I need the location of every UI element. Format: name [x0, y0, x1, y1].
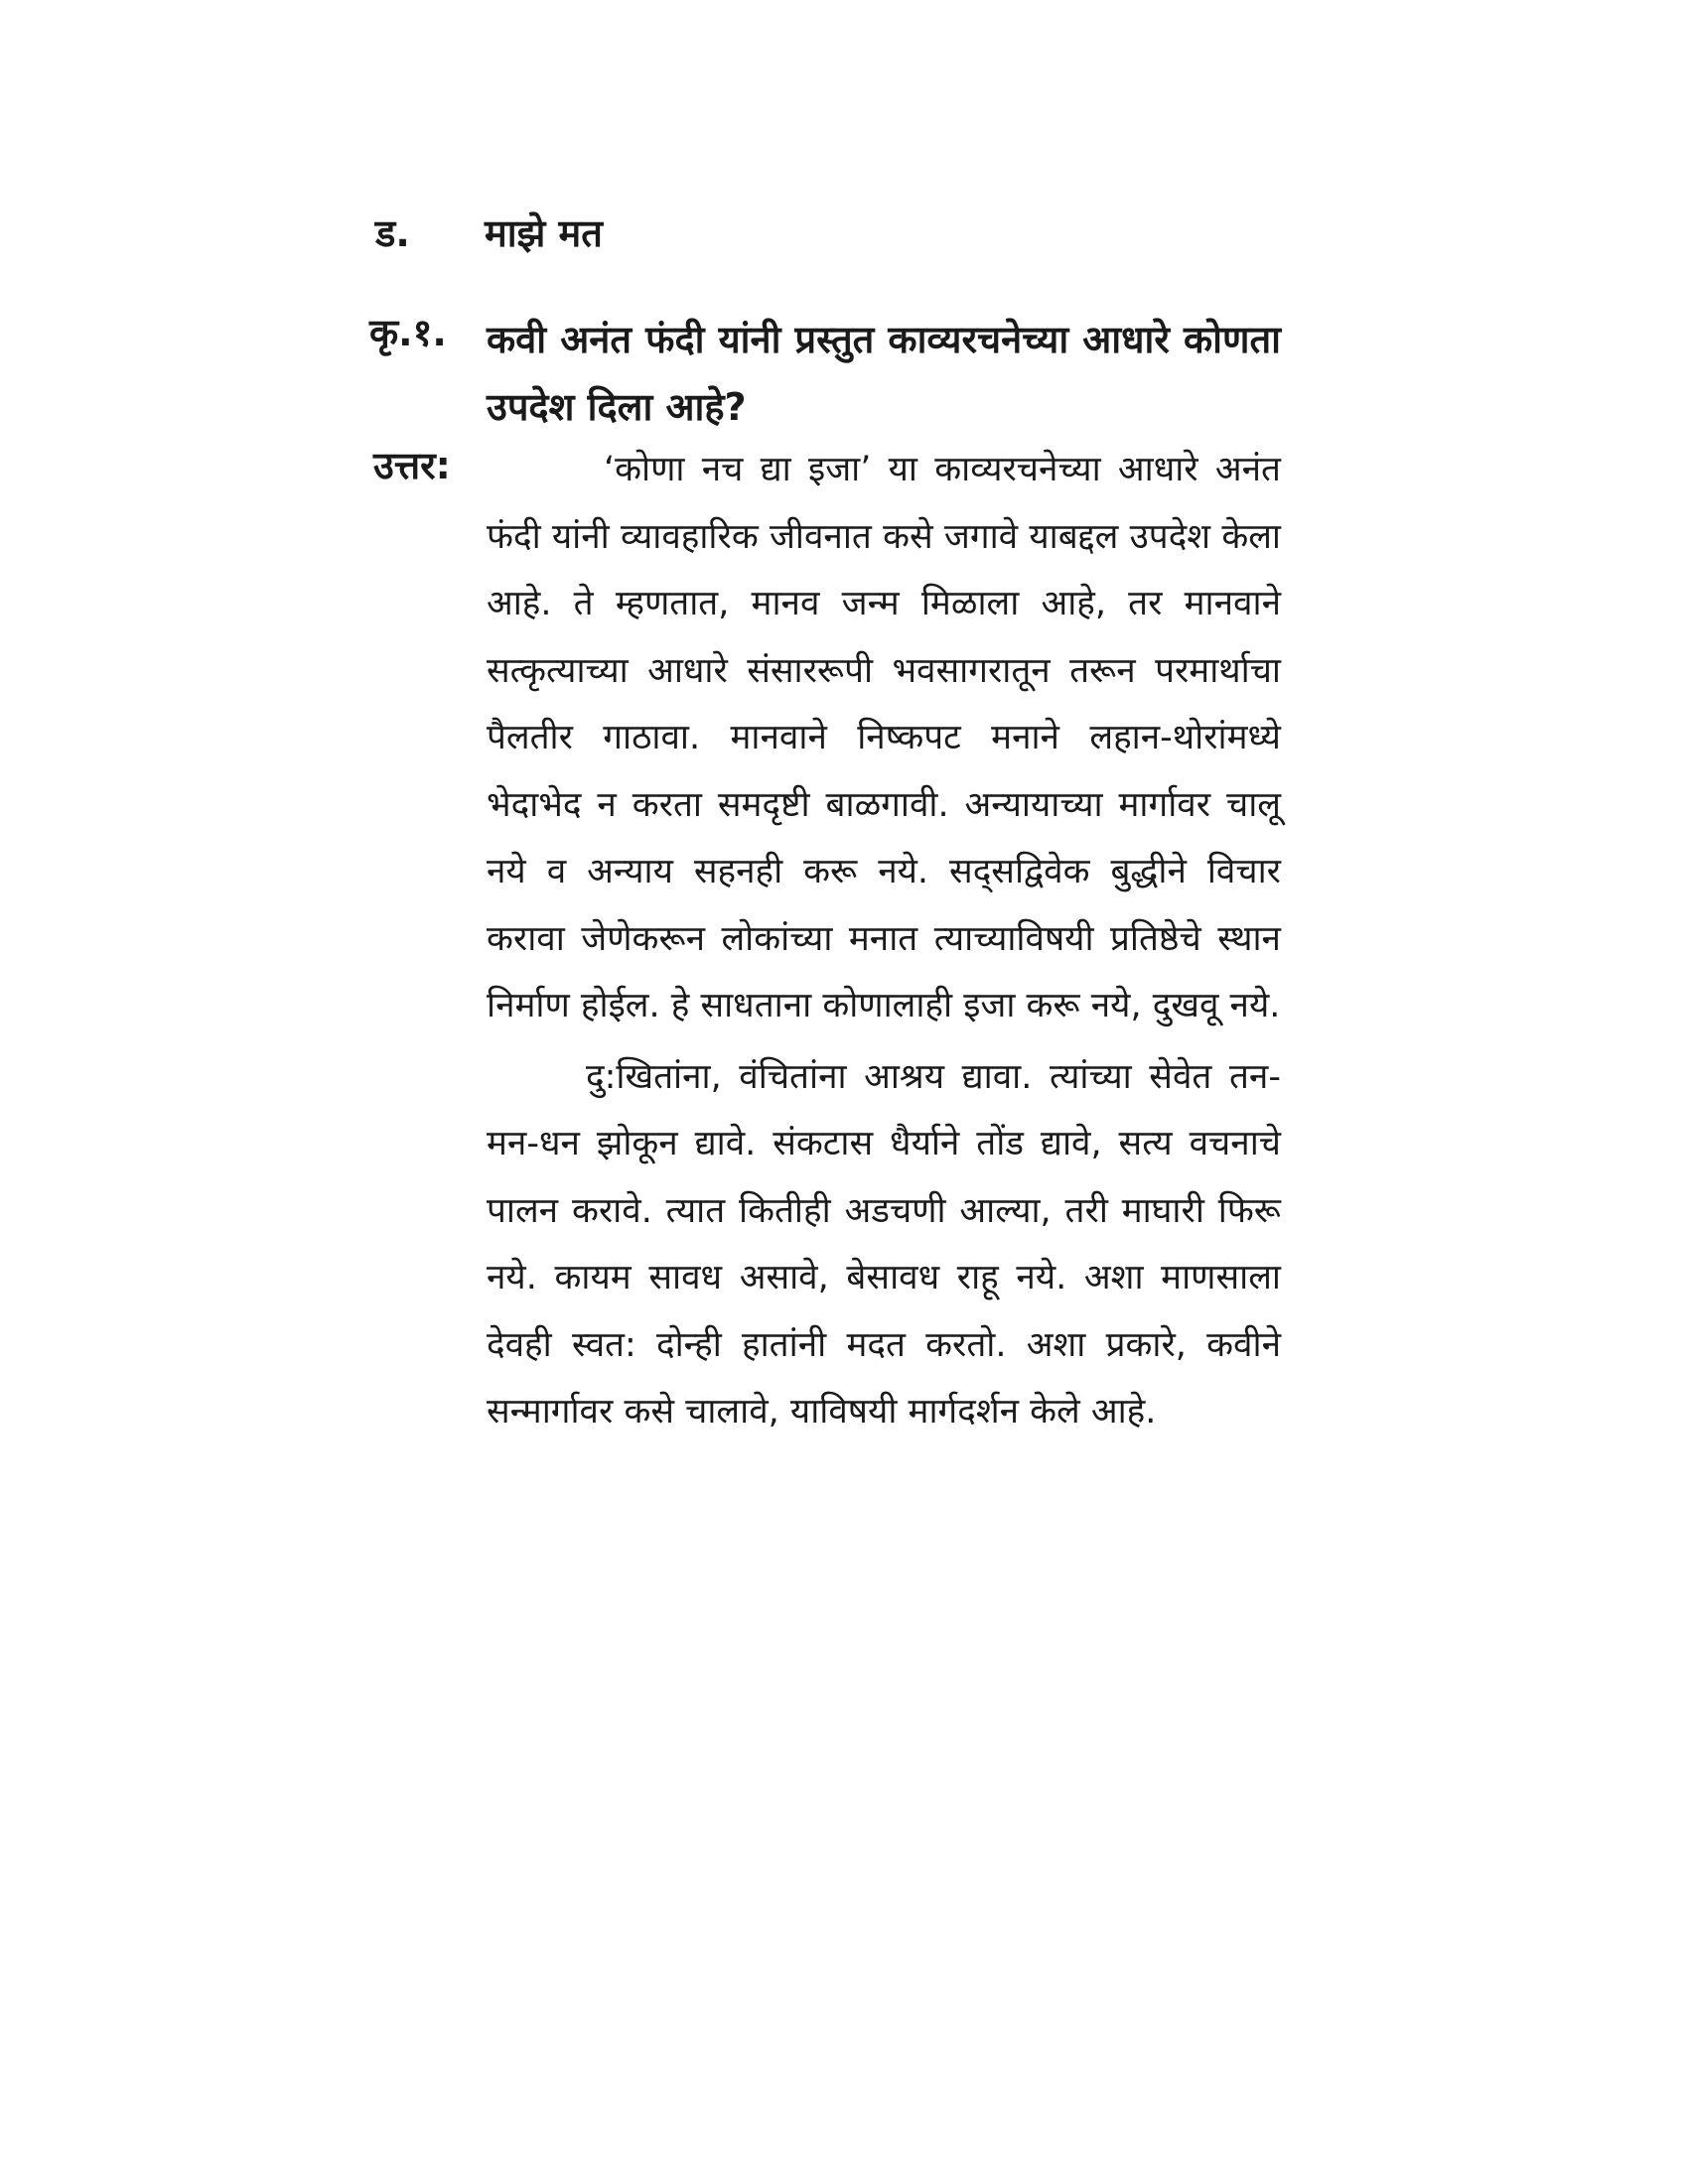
answer-body — [487, 437, 1281, 1446]
answer-paragraph: दु:खितांना, वंचितांना आश्रय द्यावा. त्यांच्या सेवेत तन-मन-धन झोकून द्यावे. संकटास धैर्याने तोंड द्यावे, सत्य वचनाचे पालन करावे. त्यात कितीही अडचणी आल्या, तरी माघारी फिरू नये. कायम सावध असावे, बेसावध राहू नये. अशा माणसाला देवही स्वत: दोन्ही हातांनी मदत करतो. अशा प्रकारे, कवीने सन्मार्गावर कसे चालावे, याविषयी मार्गदर्शन केले आहे. — [487, 1056, 1281, 1432]
section-title: माझे मत — [485, 211, 603, 255]
question-text: कवी अनंत फंदी यांनी प्रस्तुत काव्यरचनेच्या आधारे कोणता उपदेश दिला आहे? — [487, 318, 1281, 429]
section-heading — [375, 206, 603, 258]
question-number: कृ.१. — [369, 311, 447, 354]
section-number: ड. — [375, 211, 410, 255]
answer-label: उत्तर: — [373, 444, 451, 487]
answer-paragraph: ‘कोणा नच द्या इजा’ या काव्यरचनेच्या आधारे अनंत फंदी यांनी व्यावहारिक जीवनात कसे जगावे याबद्दल उपदेश केला आहे. ते म्हणतात, मानव जन्म मिळाला आहे, तर मानवाने सत्कृत्याच्या आधारे संसाररूपी भवसागरातून तरून परमार्थाचा पैलतीर गाठावा. मानवाने निष्कपट मनाने लहान-थोरांमध्ये भेदाभेद न करता समदृष्टी बाळगावी. अन्यायाच्या मार्गावर चालू नये व अन्याय सहनही करू नये. सद्सद्विवेक बुद्धीने विचार करावा जेणेकरून लोकांच्या मनात त्याच्याविषयी प्रतिष्ठेचे स्थान निर्माण होईल. हे साधताना कोणालाही इजा करू नये, दुखवू नये. — [487, 450, 1281, 1025]
